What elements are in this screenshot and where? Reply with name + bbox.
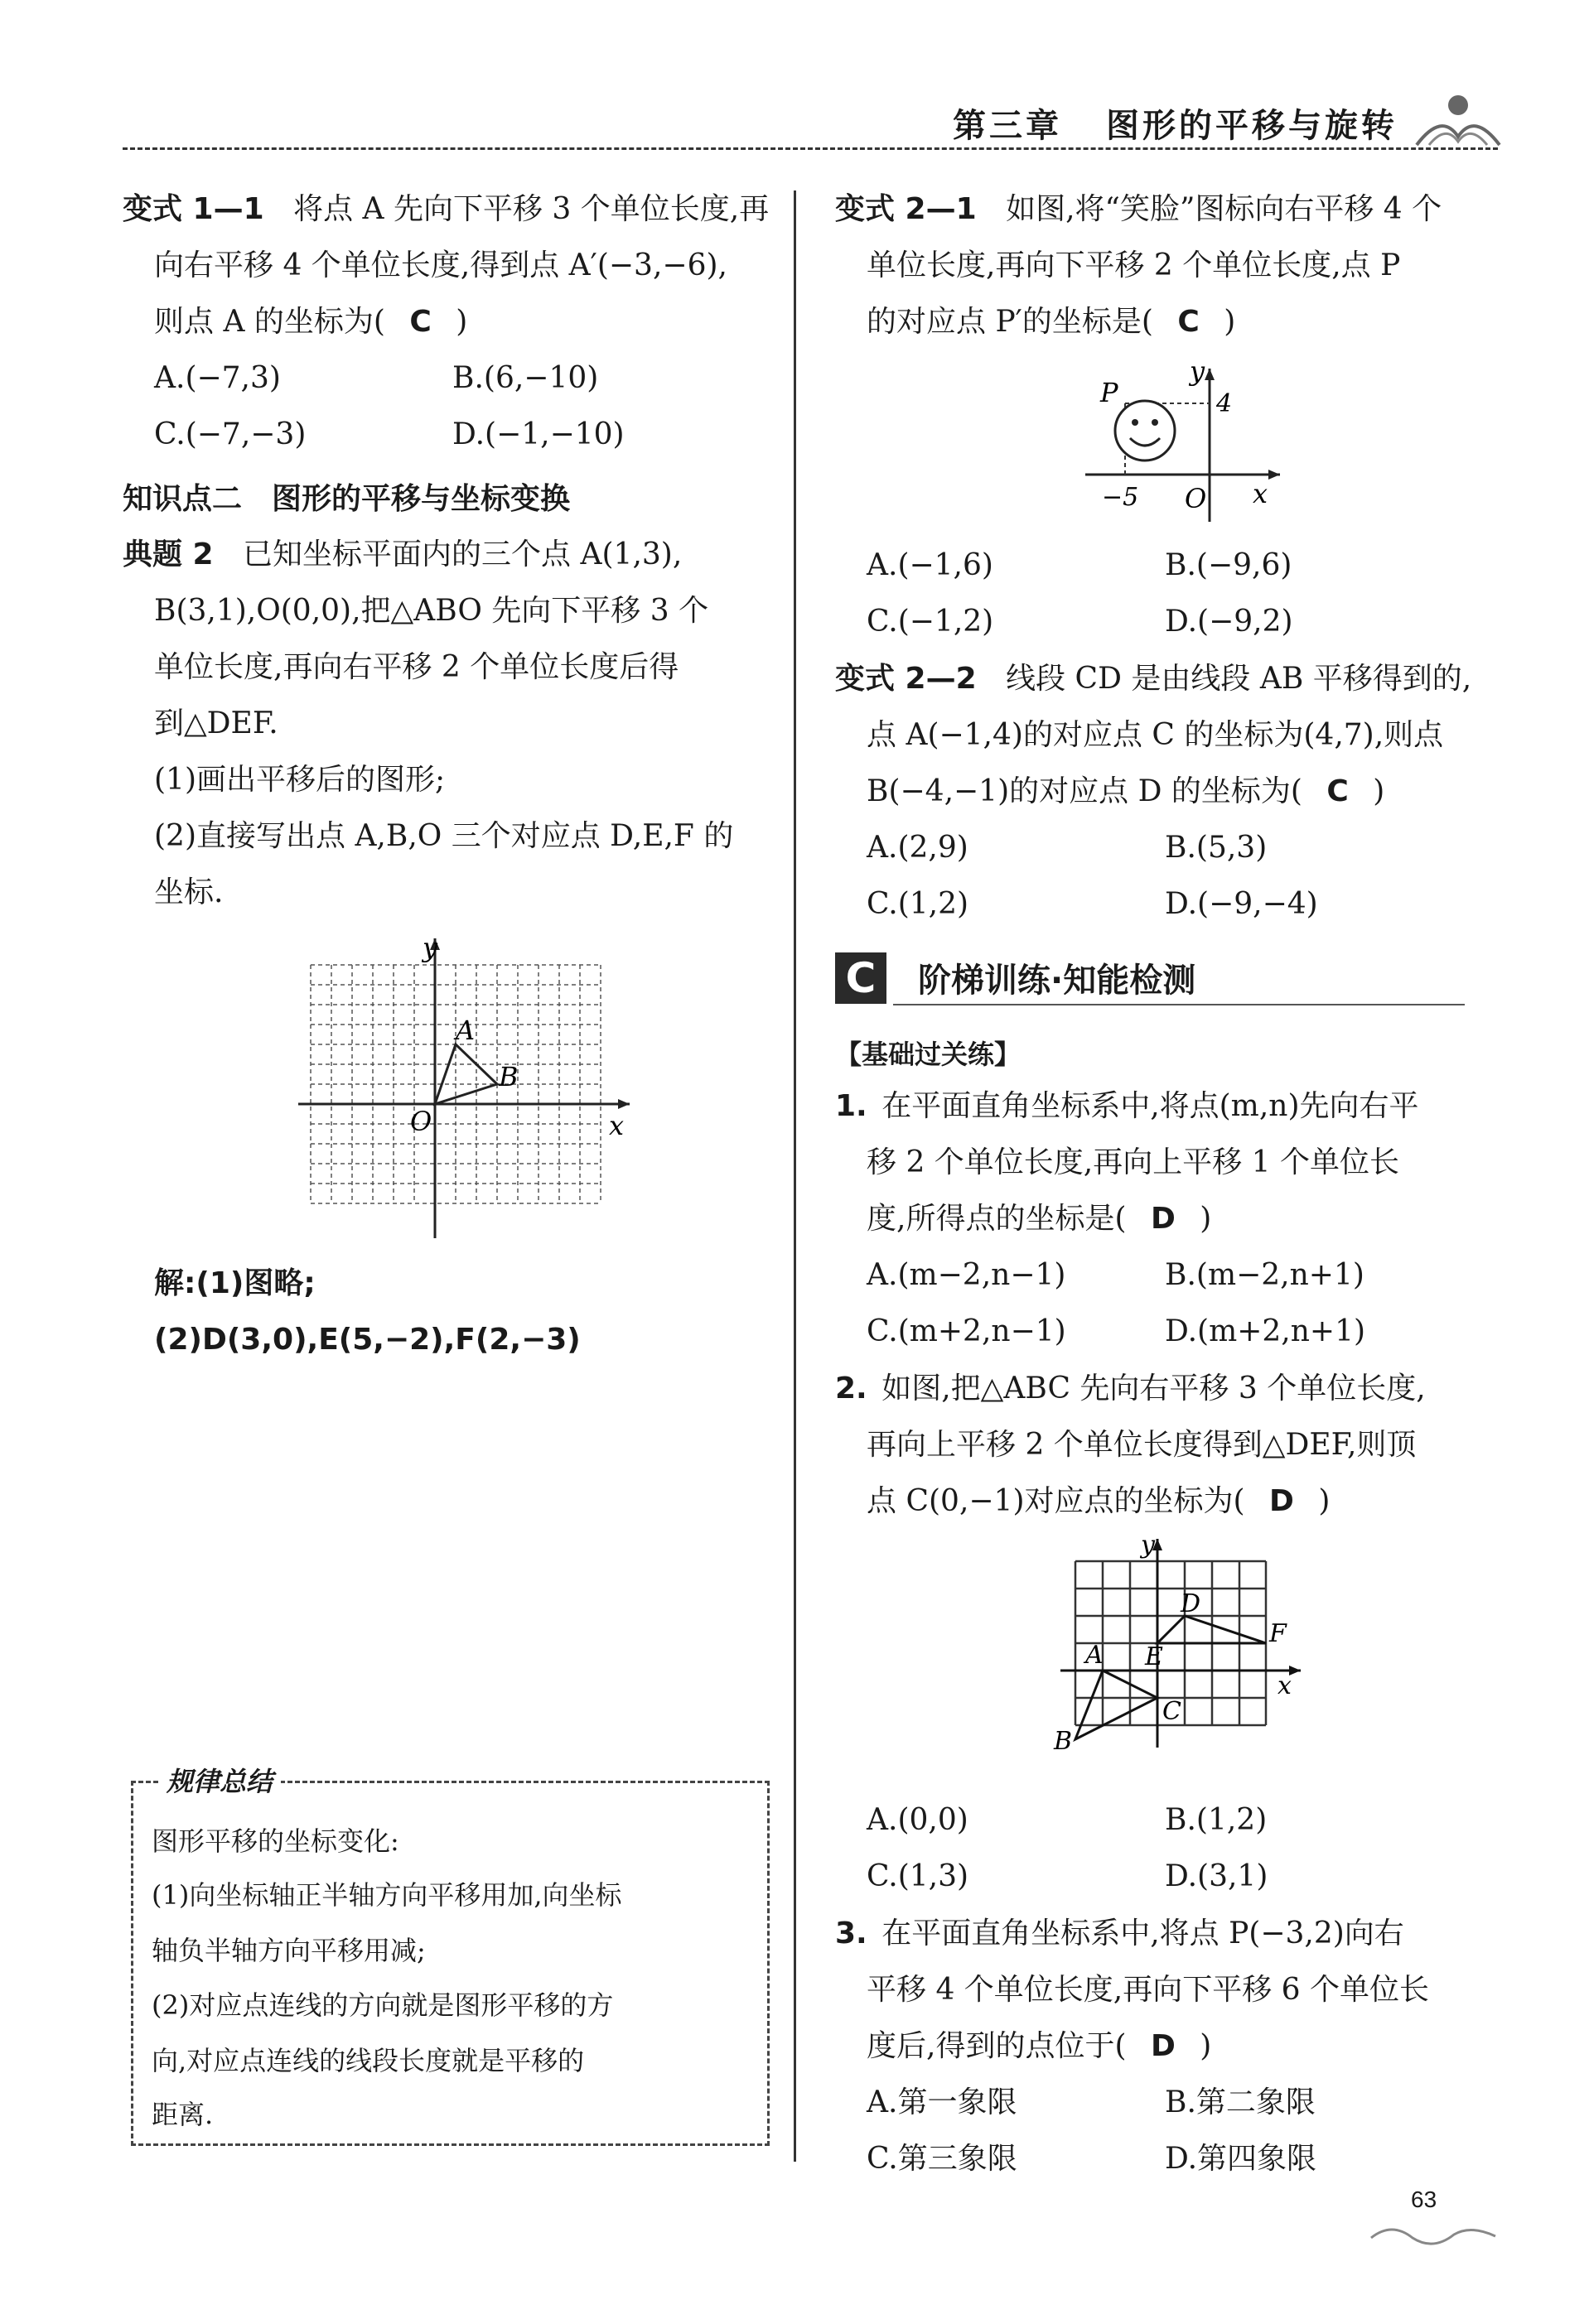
question-text: 将点 A 先向下平移 3 个单位长度,再 (293, 192, 770, 226)
sub-question-1: (1)画出平移后的图形; (154, 763, 446, 797)
variant-label: 变式 2—1 (835, 192, 977, 226)
option-d: D.第四象限 (1165, 2142, 1317, 2176)
option-d: D.(−1,−10) (452, 417, 625, 451)
question-text: 单位长度,再向下平移 2 个单位长度,点 P (867, 248, 1401, 282)
paren-close: ) (1318, 1484, 1331, 1518)
option-c: C.第三象限 (867, 2142, 1017, 2176)
question-text: 则点 A 的坐标为( (154, 305, 385, 339)
origin-label: O (410, 1106, 432, 1137)
sub-question-2-cont: 坐标. (154, 875, 224, 909)
question-text: 线段 CD 是由线段 AB 平移得到的, (1006, 662, 1472, 696)
summary-line: 距离. (152, 2099, 214, 2130)
paren-close: ) (1200, 2029, 1212, 2063)
answer-mark: C (409, 305, 432, 339)
question-text: 到△DEF. (154, 706, 278, 740)
basic-practice-heading: 【基础过关练】 (835, 1039, 1022, 1070)
question-text: 的对应点 P′的坐标是( (867, 305, 1153, 339)
column-divider (794, 190, 796, 2162)
example-2-grid-graph (290, 932, 638, 1246)
summary-title: 规律总结 (158, 1767, 281, 1796)
header-divider (123, 147, 1498, 150)
question-text: 再向上平移 2 个单位长度得到△DEF,则顶 (867, 1428, 1417, 1462)
question-text: 度,所得点的坐标是( (867, 1202, 1127, 1236)
summary-line: 图形平移的坐标变化: (152, 1825, 399, 1857)
option-d: D.(−9,−4) (1165, 887, 1318, 921)
option-d: D.(m+2,n+1) (1165, 1314, 1366, 1348)
smiley-graph (1077, 360, 1292, 526)
question-text: 单位长度,再向右平移 2 个单位长度后得 (154, 650, 679, 684)
question-2-options (867, 1804, 1496, 1895)
axis-y-label: y (423, 932, 438, 963)
option-b: B.(5,3) (1165, 831, 1268, 865)
question-2-grid-graph (1052, 1532, 1317, 1764)
variant-label: 变式 1—1 (123, 192, 264, 226)
question-text: 向右平移 4 个单位长度,得到点 A′(−3,−6), (154, 248, 727, 282)
option-c: C.(−7,−3) (154, 417, 307, 451)
section-underline (893, 1004, 1465, 1005)
question-text: 已知坐标平面内的三个点 A(1,3), (243, 538, 683, 571)
point-b-label: B (499, 1061, 519, 1092)
option-a: A.(m−2,n−1) (867, 1258, 1066, 1292)
section-header (835, 952, 1465, 1010)
point-d-label: D (1181, 1589, 1201, 1618)
question-text: 点 A(−1,4)的对应点 C 的坐标为(4,7),则点 (867, 718, 1444, 752)
point-c-label: C (1162, 1697, 1181, 1726)
option-a: A.(−7,3) (154, 361, 281, 395)
page-number: 63 (1411, 2187, 1437, 2212)
variant-label: 变式 2—2 (835, 662, 977, 696)
example-2 (123, 538, 777, 909)
footer-ornament-icon (1367, 2220, 1500, 2249)
question-number: 1. (835, 1089, 867, 1123)
summary-line: 轴负半轴方向平移用减; (152, 1935, 426, 1966)
point-a-label: A (1085, 1641, 1104, 1670)
origin-label: O (1185, 483, 1207, 514)
option-b: B.(6,−10) (452, 361, 599, 395)
variant-2-1 (835, 193, 1498, 339)
option-c: C.(m+2,n−1) (867, 1314, 1066, 1348)
header-ornament-icon (1408, 87, 1508, 153)
summary-line: (2)对应点连线的方向就是图形平移的方 (152, 1989, 614, 2021)
summary-box (131, 1766, 770, 2146)
axis-y-label: y (1190, 360, 1205, 387)
sub-question-2: (2)直接写出点 A,B,O 三个对应点 D,E,F 的 (154, 819, 734, 853)
option-a: A.(0,0) (867, 1803, 968, 1837)
section-title: 阶梯训练·知能检测 (918, 962, 1196, 1000)
paren-close: ) (1200, 1202, 1212, 1236)
paren-close: ) (1373, 774, 1385, 808)
question-number: 2. (835, 1372, 867, 1405)
option-d: D.(3,1) (1165, 1859, 1268, 1893)
question-text: 在平面直角坐标系中,将点(m,n)先向右平 (881, 1089, 1419, 1123)
option-c: C.(1,3) (867, 1859, 969, 1893)
question-2 (835, 1372, 1498, 1518)
point-p-label: P (1100, 377, 1118, 408)
variant-2-1-options (867, 549, 1496, 640)
page-header (0, 0, 1589, 166)
option-c: C.(−1,2) (867, 605, 994, 639)
variant-1-1 (123, 193, 777, 451)
answer-mark: C (1326, 774, 1349, 808)
question-text: 如图,把△ABC 先向右平移 3 个单位长度, (881, 1372, 1426, 1405)
question-text: 度后,得到的点位于( (867, 2029, 1127, 2063)
question-text: 点 C(0,−1)对应点的坐标为( (867, 1484, 1245, 1518)
option-a: A.(−1,6) (867, 548, 993, 582)
variant-2-2 (835, 663, 1498, 921)
paren-close: ) (456, 305, 468, 339)
option-b: B.(−9,6) (1165, 548, 1292, 582)
point-e-label: E (1145, 1642, 1163, 1671)
point-f-label: F (1269, 1619, 1287, 1648)
option-b: B.(1,2) (1165, 1803, 1268, 1837)
option-b: B.第二象限 (1165, 2085, 1316, 2119)
question-1 (835, 1090, 1498, 1348)
option-a: A.第一象限 (867, 2085, 1017, 2119)
option-c: C.(1,2) (867, 887, 969, 921)
solution-line-2: (2)D(3,0),E(5,−2),F(2,−3) (154, 1323, 581, 1357)
question-text: 移 2 个单位长度,再向上平移 1 个单位长 (867, 1145, 1400, 1179)
option-d: D.(−9,2) (1165, 605, 1293, 639)
question-number: 3. (835, 1917, 867, 1950)
chapter-label: 第三章 (953, 106, 1062, 145)
question-3 (835, 1917, 1498, 2176)
answer-mark: C (1177, 305, 1200, 339)
solution-line-1: 解:(1)图略; (154, 1266, 316, 1300)
question-text: B(3,1),O(0,0),把△ABO 先向下平移 3 个 (154, 594, 709, 628)
summary-line: 向,对应点连线的线段长度就是平移的 (152, 2045, 585, 2076)
axis-x-label: x (609, 1110, 625, 1141)
answer-mark: D (1150, 2029, 1176, 2063)
tick-4-label: 4 (1216, 389, 1233, 418)
example-label: 典题 2 (123, 538, 214, 571)
question-text: 如图,将“笑脸”图标向右平移 4 个 (1006, 192, 1442, 226)
axis-x-label: x (1253, 478, 1268, 509)
summary-line: (1)向坐标轴正半轴方向平移用加,向坐标 (152, 1879, 622, 1911)
answer-mark: D (1150, 1202, 1176, 1236)
question-text: 在平面直角坐标系中,将点 P(−3,2)向右 (881, 1917, 1404, 1950)
question-text: 平移 4 个单位长度,再向下平移 6 个单位长 (867, 1973, 1430, 2007)
knowledge-point-heading: 知识点二 图形的平移与坐标变换 (123, 482, 571, 516)
chapter-title: 图形的平移与旋转 (1106, 106, 1398, 145)
point-a-label: A (456, 1015, 476, 1046)
option-b: B.(m−2,n+1) (1165, 1258, 1364, 1292)
axis-x-label: x (1277, 1671, 1292, 1700)
paren-close: ) (1224, 305, 1236, 339)
answer-mark: D (1269, 1484, 1294, 1518)
option-a: A.(2,9) (867, 831, 968, 865)
axis-y-label: y (1141, 1532, 1155, 1560)
tick-neg5-label: −5 (1102, 483, 1139, 512)
section-badge: C (835, 952, 886, 1004)
point-b-label: B (1054, 1727, 1073, 1756)
question-text: B(−4,−1)的对应点 D 的坐标为( (867, 774, 1302, 808)
